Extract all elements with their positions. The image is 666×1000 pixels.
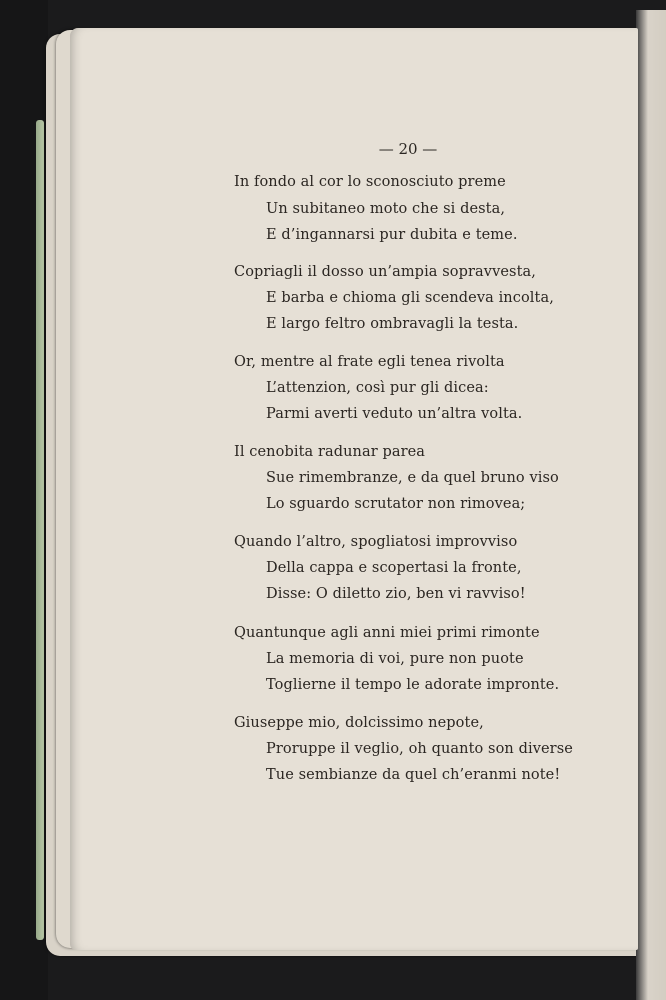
poem-line: La memoria di voi, pure non puote xyxy=(266,651,524,667)
poem-line: Proruppe il veglio, oh quanto son diverse xyxy=(266,741,573,757)
green-page-edge xyxy=(36,120,44,940)
poem-line: Toglierne il tempo le adorate impronte. xyxy=(266,677,560,693)
poem-line: Lo sguardo scrutator non rimovea; xyxy=(266,496,526,512)
poem-line: E barba e chioma gli scendeva incolta, xyxy=(266,290,554,306)
facing-page-edge xyxy=(636,10,666,1000)
poem-line: Parmi averti veduto un’altra volta. xyxy=(266,406,523,422)
poem-line: Un subitaneo moto che si desta, xyxy=(266,201,506,217)
poem-line: L’attenzion, così pur gli dicea: xyxy=(266,380,489,396)
poem-line: E largo feltro ombravagli la testa. xyxy=(266,316,519,332)
poem-line: Quando l’altro, spogliatosi improvviso xyxy=(234,534,518,550)
page-number: — 20 — xyxy=(378,140,438,158)
poem-line: Della cappa e scopertasi la fronte, xyxy=(266,560,522,576)
poem-line: Giuseppe mio, dolcissimo nepote, xyxy=(234,715,484,731)
poem-line: Tue sembianze da quel ch’eranmi note! xyxy=(266,767,561,783)
poem-line: Sue rimembranze, e da quel bruno viso xyxy=(266,470,559,486)
poem-line: Copriagli il dosso un’ampia sopravvesta, xyxy=(234,264,536,280)
poem-line: Quantunque agli anni miei primi rimonte xyxy=(234,625,540,641)
poem-line: E d’ingannarsi pur dubita e teme. xyxy=(266,227,518,243)
poem-line: Disse: O diletto zio, ben vi ravviso! xyxy=(266,586,526,602)
poem-line: In fondo al cor lo sconosciuto preme xyxy=(234,174,506,190)
book-page xyxy=(70,28,638,950)
poem-line: Or, mentre al frate egli tenea rivolta xyxy=(234,354,505,370)
poem-line: Il cenobita radunar parea xyxy=(234,444,426,460)
